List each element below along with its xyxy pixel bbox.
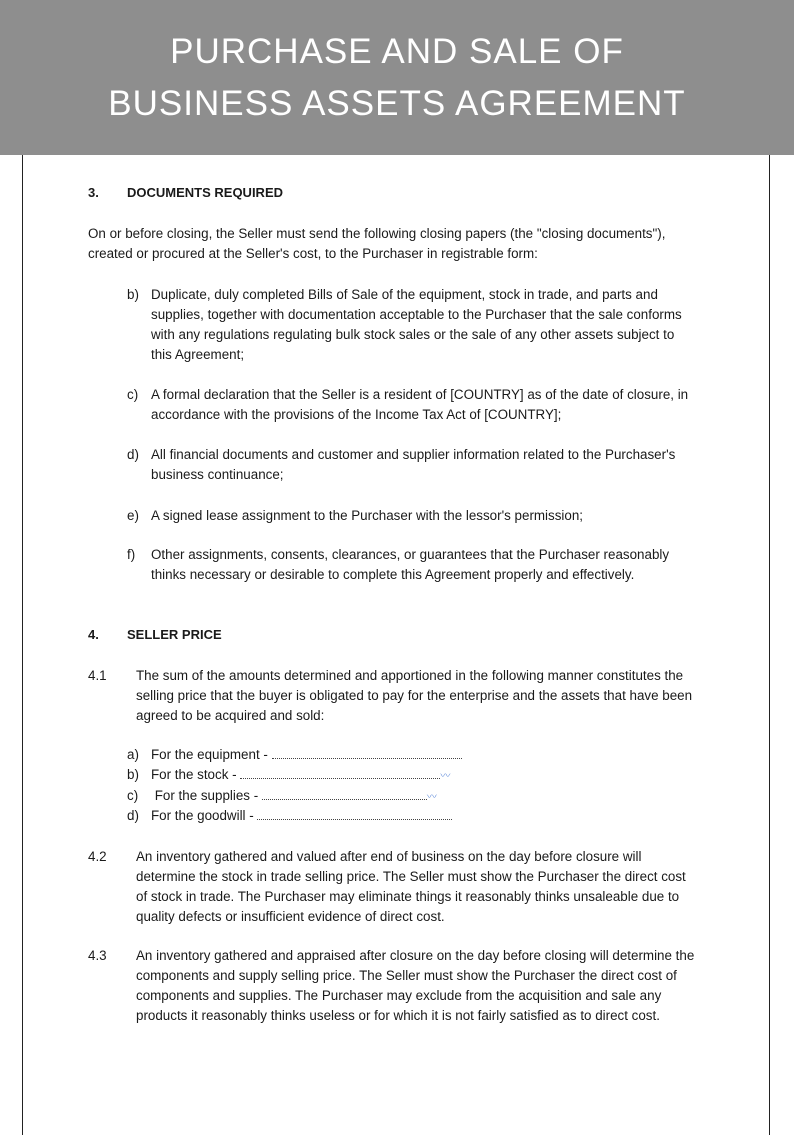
clause-number: 4.2 [88, 849, 107, 864]
section-number: 3. [88, 185, 99, 200]
price-item-equipment [127, 745, 697, 765]
clause-number: 4.1 [88, 668, 107, 683]
section-3-intro: On or before closing, the Seller must send the following closing papers (the "closing documents"), created or procured at the Seller's cost, to the Purchaser in registrable form: [88, 226, 666, 261]
list-item [127, 506, 697, 526]
item-text: For the goodwill - [151, 808, 254, 823]
clause-text: An inventory gathered and appraised after closure on the day before closing will determine the components and supply selling price. The Seller must show the Purchaser the direct cost of components and supplies. The Purchaser may exclude from the acquisition and sale any products it reasonably thinks useless or for which it is not fairly satisfied as to direct cost. [136, 948, 695, 1023]
clause-number: 4.3 [88, 948, 107, 963]
item-text: All financial documents and customer and supplier information related to the Purchaser's business continuance; [151, 447, 676, 482]
item-text: A signed lease assignment to the Purchaser with the lessor's permission; [151, 508, 584, 523]
item-label: a) [127, 747, 139, 762]
list-item [127, 445, 697, 485]
item-text: For the equipment - [151, 747, 268, 762]
item-label: c) [127, 387, 139, 402]
price-item-supplies [127, 786, 697, 808]
section-title: DOCUMENTS REQUIRED [127, 185, 284, 200]
item-label: f) [127, 547, 136, 562]
section-number: 4. [88, 627, 99, 642]
item-label: b) [127, 767, 139, 782]
list-item [127, 385, 697, 425]
clause-text: An inventory gathered and valued after end of business on the day before closure will determine the stock in trade selling price. The Seller must show the Purchaser the direct cost of stock in trade. The Purchaser may eliminate things it reasonably thinks unsaleable due to quality defects or insufficient evidence of direct cost. [136, 849, 686, 924]
item-label: e) [127, 508, 139, 523]
clause-4-2 [88, 847, 698, 927]
clause-4-3 [88, 946, 698, 1026]
item-text: A formal declaration that the Seller is a resident of [COUNTRY] as of the date of closure, in accordance with the provisions of the Income Tax Act of [COUNTRY]; [151, 387, 689, 422]
section-title: SELLER PRICE [127, 627, 222, 642]
section-3-heading [88, 183, 283, 203]
banner-title-line2: BUSINESS ASSETS AGREEMENT [108, 84, 686, 123]
item-label: c) [127, 788, 139, 803]
spellcheck-squiggle-icon: 〰 [440, 771, 451, 782]
item-text: For the supplies - [151, 788, 259, 803]
title-banner [0, 0, 794, 155]
list-item [127, 545, 697, 585]
price-item-goodwill [127, 806, 697, 826]
banner-title-line1: PURCHASE AND SALE OF [170, 32, 624, 71]
blank-line [257, 806, 452, 820]
item-text: Duplicate, duly completed Bills of Sale of the equipment, stock in trade, and parts and supplies, together with documentation acceptable to the Purchaser that the sale conforms with any regulations regulating bulk stock sales or the sale of any other assets subject to this Agreement; [151, 287, 682, 362]
section-4-heading [88, 625, 222, 645]
clause-4-1 [88, 666, 698, 726]
item-text: Other assignments, consents, clearances, or guarantees that the Purchaser reasonably thinks necessary or desirable to complete this Agreement properly and effectively. [151, 547, 670, 582]
spellcheck-squiggle-icon: 〰 [426, 792, 437, 803]
blank-line [262, 786, 427, 800]
item-label: b) [127, 287, 139, 302]
item-label: d) [127, 447, 139, 462]
item-label: d) [127, 808, 139, 823]
blank-line [272, 745, 462, 759]
price-item-stock [127, 765, 697, 787]
clause-text: The sum of the amounts determined and apportioned in the following manner constitutes the selling price that the buyer is obligated to pay for the enterprise and the assets that have been agreed to be acquired and sold: [136, 668, 693, 723]
list-item [127, 285, 697, 365]
item-text: For the stock - [151, 767, 237, 782]
blank-line [240, 765, 440, 779]
